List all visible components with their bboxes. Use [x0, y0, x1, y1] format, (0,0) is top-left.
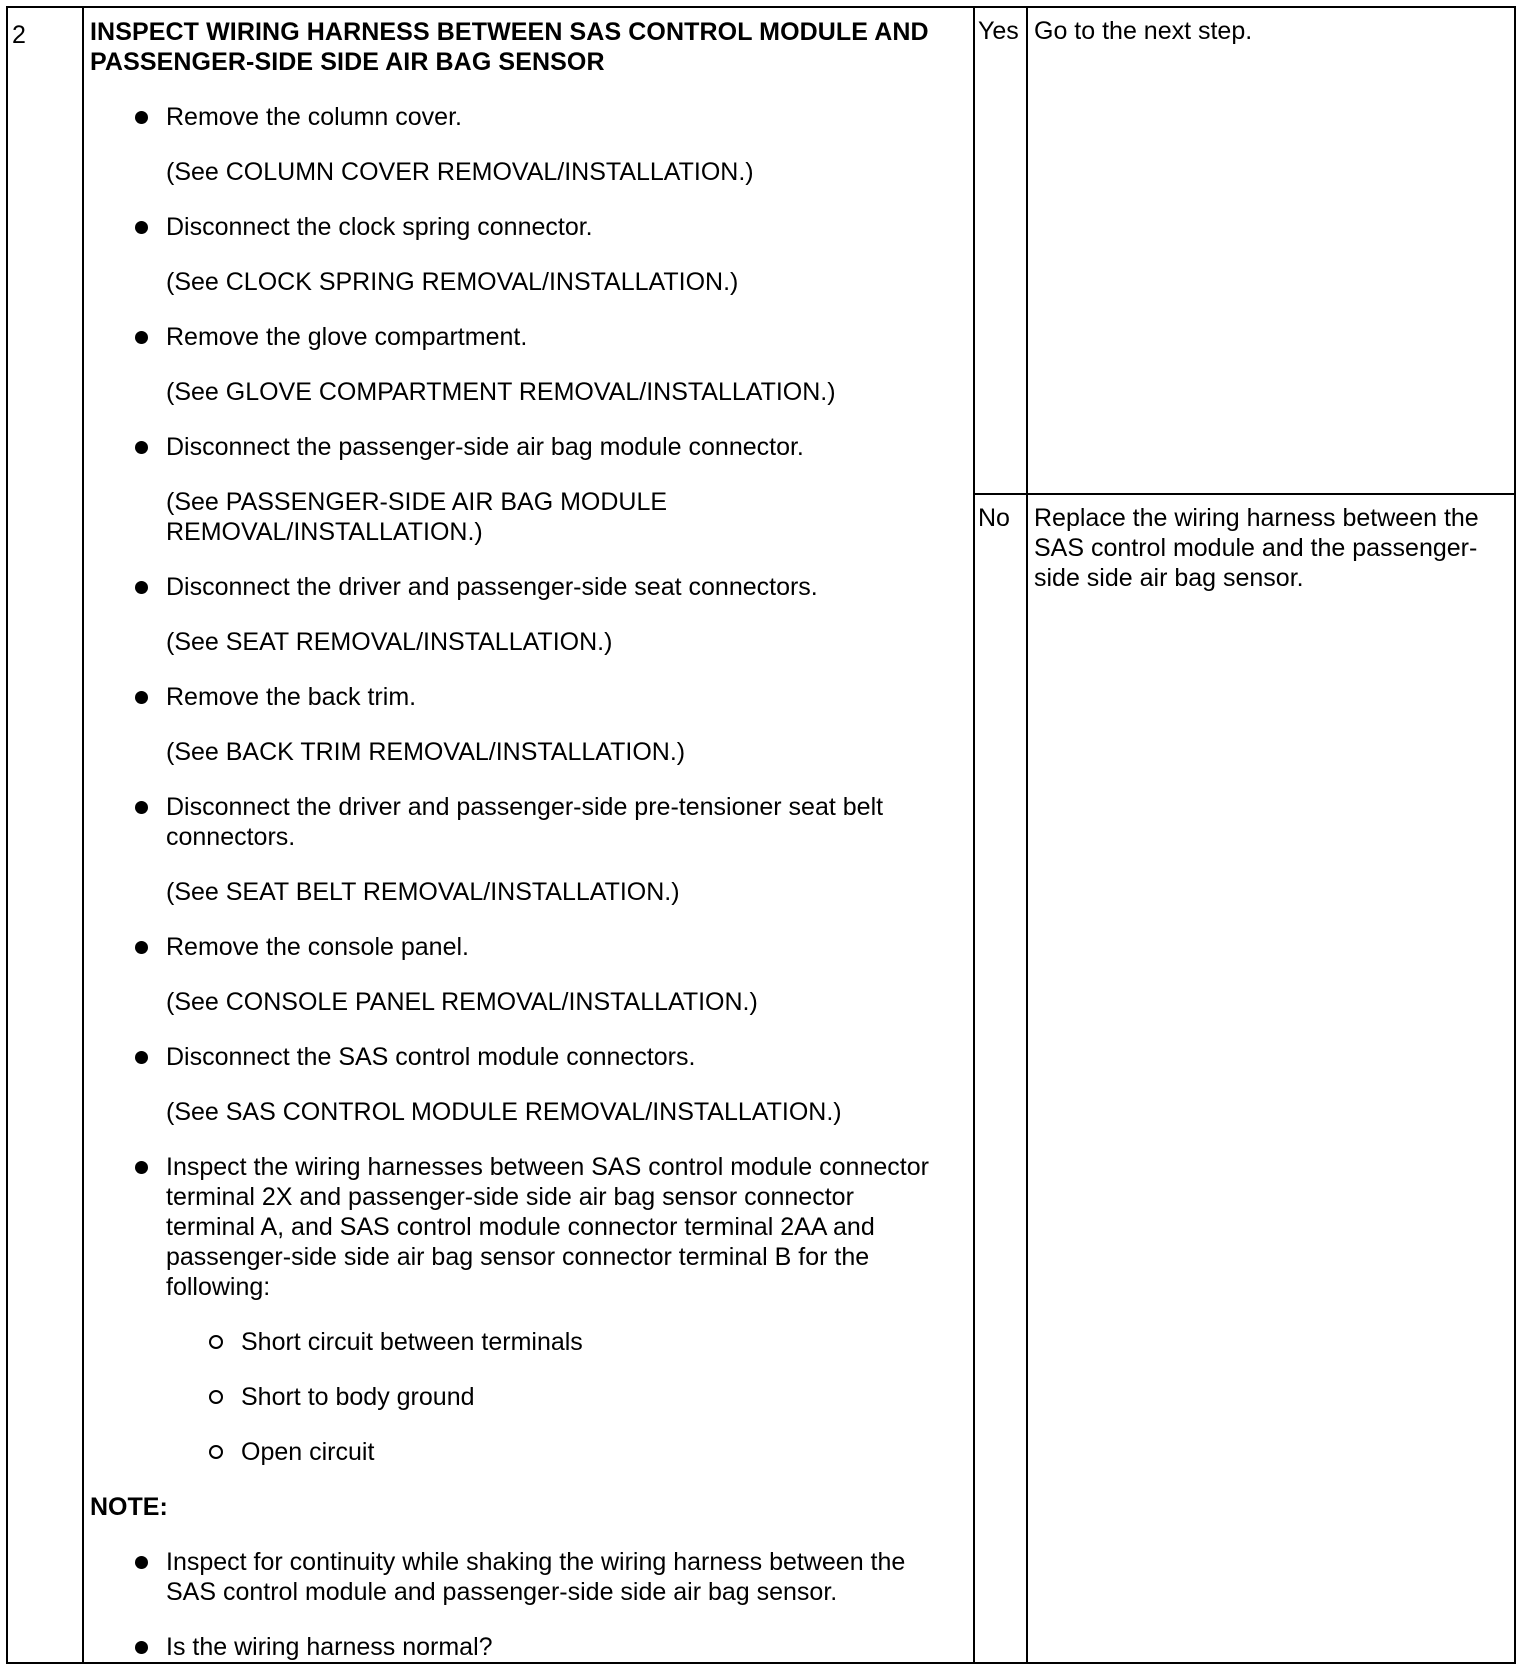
procedure-table [6, 6, 1516, 1664]
item-text: (See CONSOLE PANEL REMOVAL/INSTALLATION.) [166, 988, 758, 1016]
result-cell [974, 7, 1027, 1663]
bullet-icon [135, 331, 148, 344]
item-text: Disconnect the passenger-side air bag module connector. [166, 433, 804, 461]
item-text: (See SEAT REMOVAL/INSTALLATION.) [166, 628, 613, 656]
result-stack [975, 8, 1026, 1662]
item-text: Open circuit [241, 1438, 375, 1466]
step-number-cell [7, 7, 83, 1663]
item-text: (See GLOVE COMPARTMENT REMOVAL/INSTALLATION.) [166, 378, 836, 406]
bullet-icon [135, 1556, 148, 1569]
item-text: Disconnect the driver and passenger-side seat connectors. [166, 573, 818, 601]
bullet-item [84, 432, 973, 462]
bullet-item [84, 322, 973, 352]
bullet-icon [135, 1051, 148, 1064]
reference-item [84, 157, 973, 187]
sub-item [84, 1382, 973, 1412]
bullet-item [84, 1547, 973, 1607]
item-text: Remove the column cover. [166, 103, 462, 131]
result-yes-label: Yes [975, 8, 1026, 495]
step-number: 2 [12, 21, 26, 49]
item-text: Short to body ground [241, 1383, 475, 1411]
item-text: Inspect for continuity while shaking the wiring harness between the SAS control module and passenger-side side air bag sensor. [166, 1548, 906, 1606]
bullet-item [84, 572, 973, 602]
circle-bullet-icon [209, 1390, 223, 1404]
item-text: Inspect the wiring harnesses between SAS control module connector terminal 2X and passenger-side side air bag sensor connector terminal A, and SAS control module connector terminal 2AA and passenger-side side air bag sensor connector terminal B for the following: [166, 1153, 929, 1301]
outcome-stack [1028, 8, 1514, 1662]
item-text: (See CLOCK SPRING REMOVAL/INSTALLATION.) [166, 268, 739, 296]
reference-item [84, 987, 973, 1017]
bullet-icon [135, 941, 148, 954]
circle-bullet-icon [209, 1335, 223, 1349]
item-text: (See PASSENGER-SIDE AIR BAG MODULE REMOVAL/INSTALLATION.) [166, 488, 668, 546]
procedure-row [7, 7, 1515, 1663]
item-text: (See COLUMN COVER REMOVAL/INSTALLATION.) [166, 158, 754, 186]
bullet-item [84, 1632, 973, 1662]
item-text: Is the wiring harness normal? [166, 1633, 493, 1661]
bullet-item [84, 212, 973, 242]
action-list [84, 102, 973, 1662]
result-no-label: No [978, 504, 1010, 532]
item-text: (See SEAT BELT REMOVAL/INSTALLATION.) [166, 878, 680, 906]
item-text: (See BACK TRIM REMOVAL/INSTALLATION.) [166, 738, 686, 766]
item-text: Short circuit between terminals [241, 1328, 583, 1356]
item-text: Disconnect the clock spring connector. [166, 213, 593, 241]
outcome-no-action: Replace the wiring harness between the SAS control module and the passenger-side side air bag sensor. [1034, 504, 1479, 592]
bullet-icon [135, 1161, 148, 1174]
item-text: Remove the console panel. [166, 933, 469, 961]
item-text: Disconnect the SAS control module connectors. [166, 1043, 696, 1071]
bullet-item [84, 792, 973, 852]
reference-item [84, 627, 973, 657]
circle-bullet-icon [209, 1445, 223, 1459]
reference-item [84, 737, 973, 767]
bullet-icon [135, 1641, 148, 1654]
bullet-icon [135, 111, 148, 124]
bullet-item [84, 102, 973, 132]
step-heading: INSPECT WIRING HARNESS BETWEEN SAS CONTROL MODULE AND PASSENGER-SIDE SIDE AIR BAG SENSOR [90, 18, 929, 76]
item-text: Disconnect the driver and passenger-side pre-tensioner seat belt connectors. [166, 793, 884, 851]
sub-item [84, 1437, 973, 1467]
bullet-icon [135, 581, 148, 594]
reference-item [84, 487, 973, 547]
bullet-item [84, 1042, 973, 1072]
outcome-cell [1027, 7, 1515, 1663]
item-text: (See SAS CONTROL MODULE REMOVAL/INSTALLATION.) [166, 1098, 842, 1126]
item-text: Remove the back trim. [166, 683, 417, 711]
reference-item [84, 267, 973, 297]
outcome-yes-action: Go to the next step. [1028, 8, 1514, 495]
bullet-icon [135, 801, 148, 814]
bullet-item [84, 1152, 973, 1302]
reference-item [84, 1097, 973, 1127]
reference-item [84, 877, 973, 907]
reference-item [84, 377, 973, 407]
bullet-item [84, 932, 973, 962]
bullet-icon [135, 691, 148, 704]
sub-item [84, 1327, 973, 1357]
action-cell [83, 7, 974, 1663]
bullet-icon [135, 441, 148, 454]
bullet-item [84, 682, 973, 712]
bullet-icon [135, 221, 148, 234]
item-text: Remove the glove compartment. [166, 323, 528, 351]
item-text: NOTE: [90, 1493, 168, 1521]
note-label [84, 1492, 973, 1522]
